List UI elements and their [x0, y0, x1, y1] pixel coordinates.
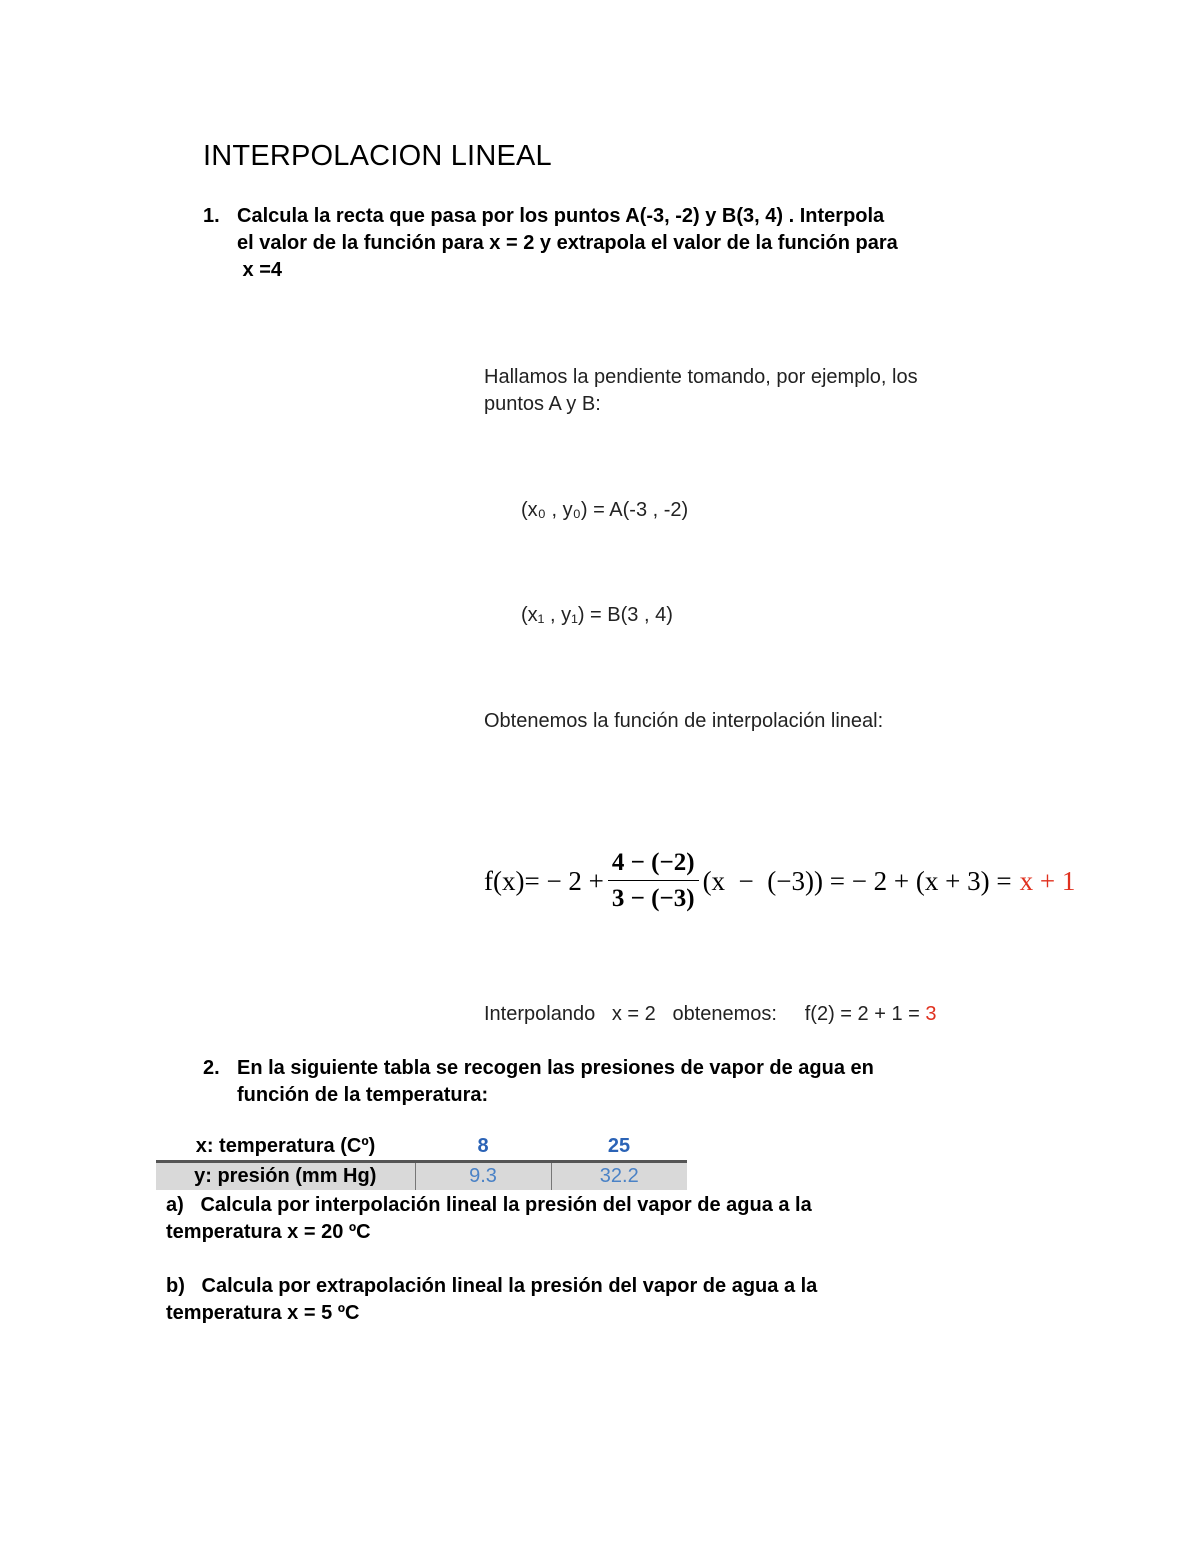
formula-result: x + 1	[1019, 865, 1076, 896]
data-table	[156, 1133, 687, 1190]
interpolation-prefix: Interpolando x = 2 obtenemos: f(2) = 2 + 1 =	[484, 1003, 926, 1025]
table-cell-label: y: presión (mm Hg)	[156, 1162, 415, 1191]
subquestion-a	[166, 1192, 986, 1246]
obtain-text: Obtenemos la función de interpolación lineal:	[484, 710, 884, 732]
table-cell: 9.3	[415, 1162, 551, 1191]
slope-intro	[484, 364, 1004, 418]
question-2-number: 2.	[203, 1057, 220, 1079]
table-cell: 25	[607, 1135, 631, 1157]
table-cell-label: x: temperatura (Cº)	[195, 1135, 376, 1157]
question-2-text	[237, 1055, 1057, 1109]
subquestion-b-line-1: b) Calcula por extrapolación lineal la presión del vapor de agua a la	[166, 1275, 818, 1297]
slope-intro-line-1: Hallamos la pendiente tomando, por ejemplo, los	[484, 366, 918, 388]
table-row	[156, 1162, 687, 1191]
formula-lhs: f(x)= − 2 +	[484, 865, 604, 896]
question-1-line-1: Calcula la recta que pasa por los puntos A(-3, -2) y B(3, 4) . Interpola	[237, 205, 885, 227]
subquestion-b-line-2: temperatura x = 5 ºC	[166, 1302, 360, 1324]
slope-intro-line-2: puntos A y B:	[484, 393, 601, 415]
question-2-line-2: función de la temperatura:	[237, 1084, 489, 1106]
interpolation-formula	[484, 836, 1184, 926]
subquestion-a-line-2: temperatura x = 20 ºC	[166, 1221, 371, 1243]
formula-numerator: 4 − (−2)	[608, 846, 699, 881]
formula-fraction	[608, 846, 699, 917]
question-1-line-3: x =4	[237, 259, 283, 281]
table-cell: 8	[477, 1135, 489, 1157]
subquestion-b	[166, 1273, 986, 1327]
question-1-text	[237, 203, 1057, 284]
page-title: INTERPOLACION LINEAL	[203, 140, 552, 172]
question-1-line-2: el valor de la función para x = 2 y extrapola el valor de la función para	[237, 232, 898, 254]
formula-middle: (x − (−3)) = − 2 + (x + 3) =	[702, 865, 1012, 896]
formula-denominator: 3 − (−3)	[611, 884, 695, 912]
point-a: (x₀ , y₀) = A(-3 , -2)	[521, 499, 689, 521]
interpolation-result: 3	[925, 1003, 937, 1025]
interpolation-line	[484, 1001, 937, 1028]
subquestion-a-line-1: a) Calcula por interpolación lineal la presión del vapor de agua a la	[166, 1194, 812, 1216]
table-row	[156, 1133, 687, 1162]
table-cell: 32.2	[551, 1162, 687, 1191]
point-b: (x₁ , y₁) = B(3 , 4)	[521, 604, 673, 626]
question-1-number: 1.	[203, 205, 220, 227]
question-2-line-1: En la siguiente tabla se recogen las presiones de vapor de agua en	[237, 1057, 874, 1079]
